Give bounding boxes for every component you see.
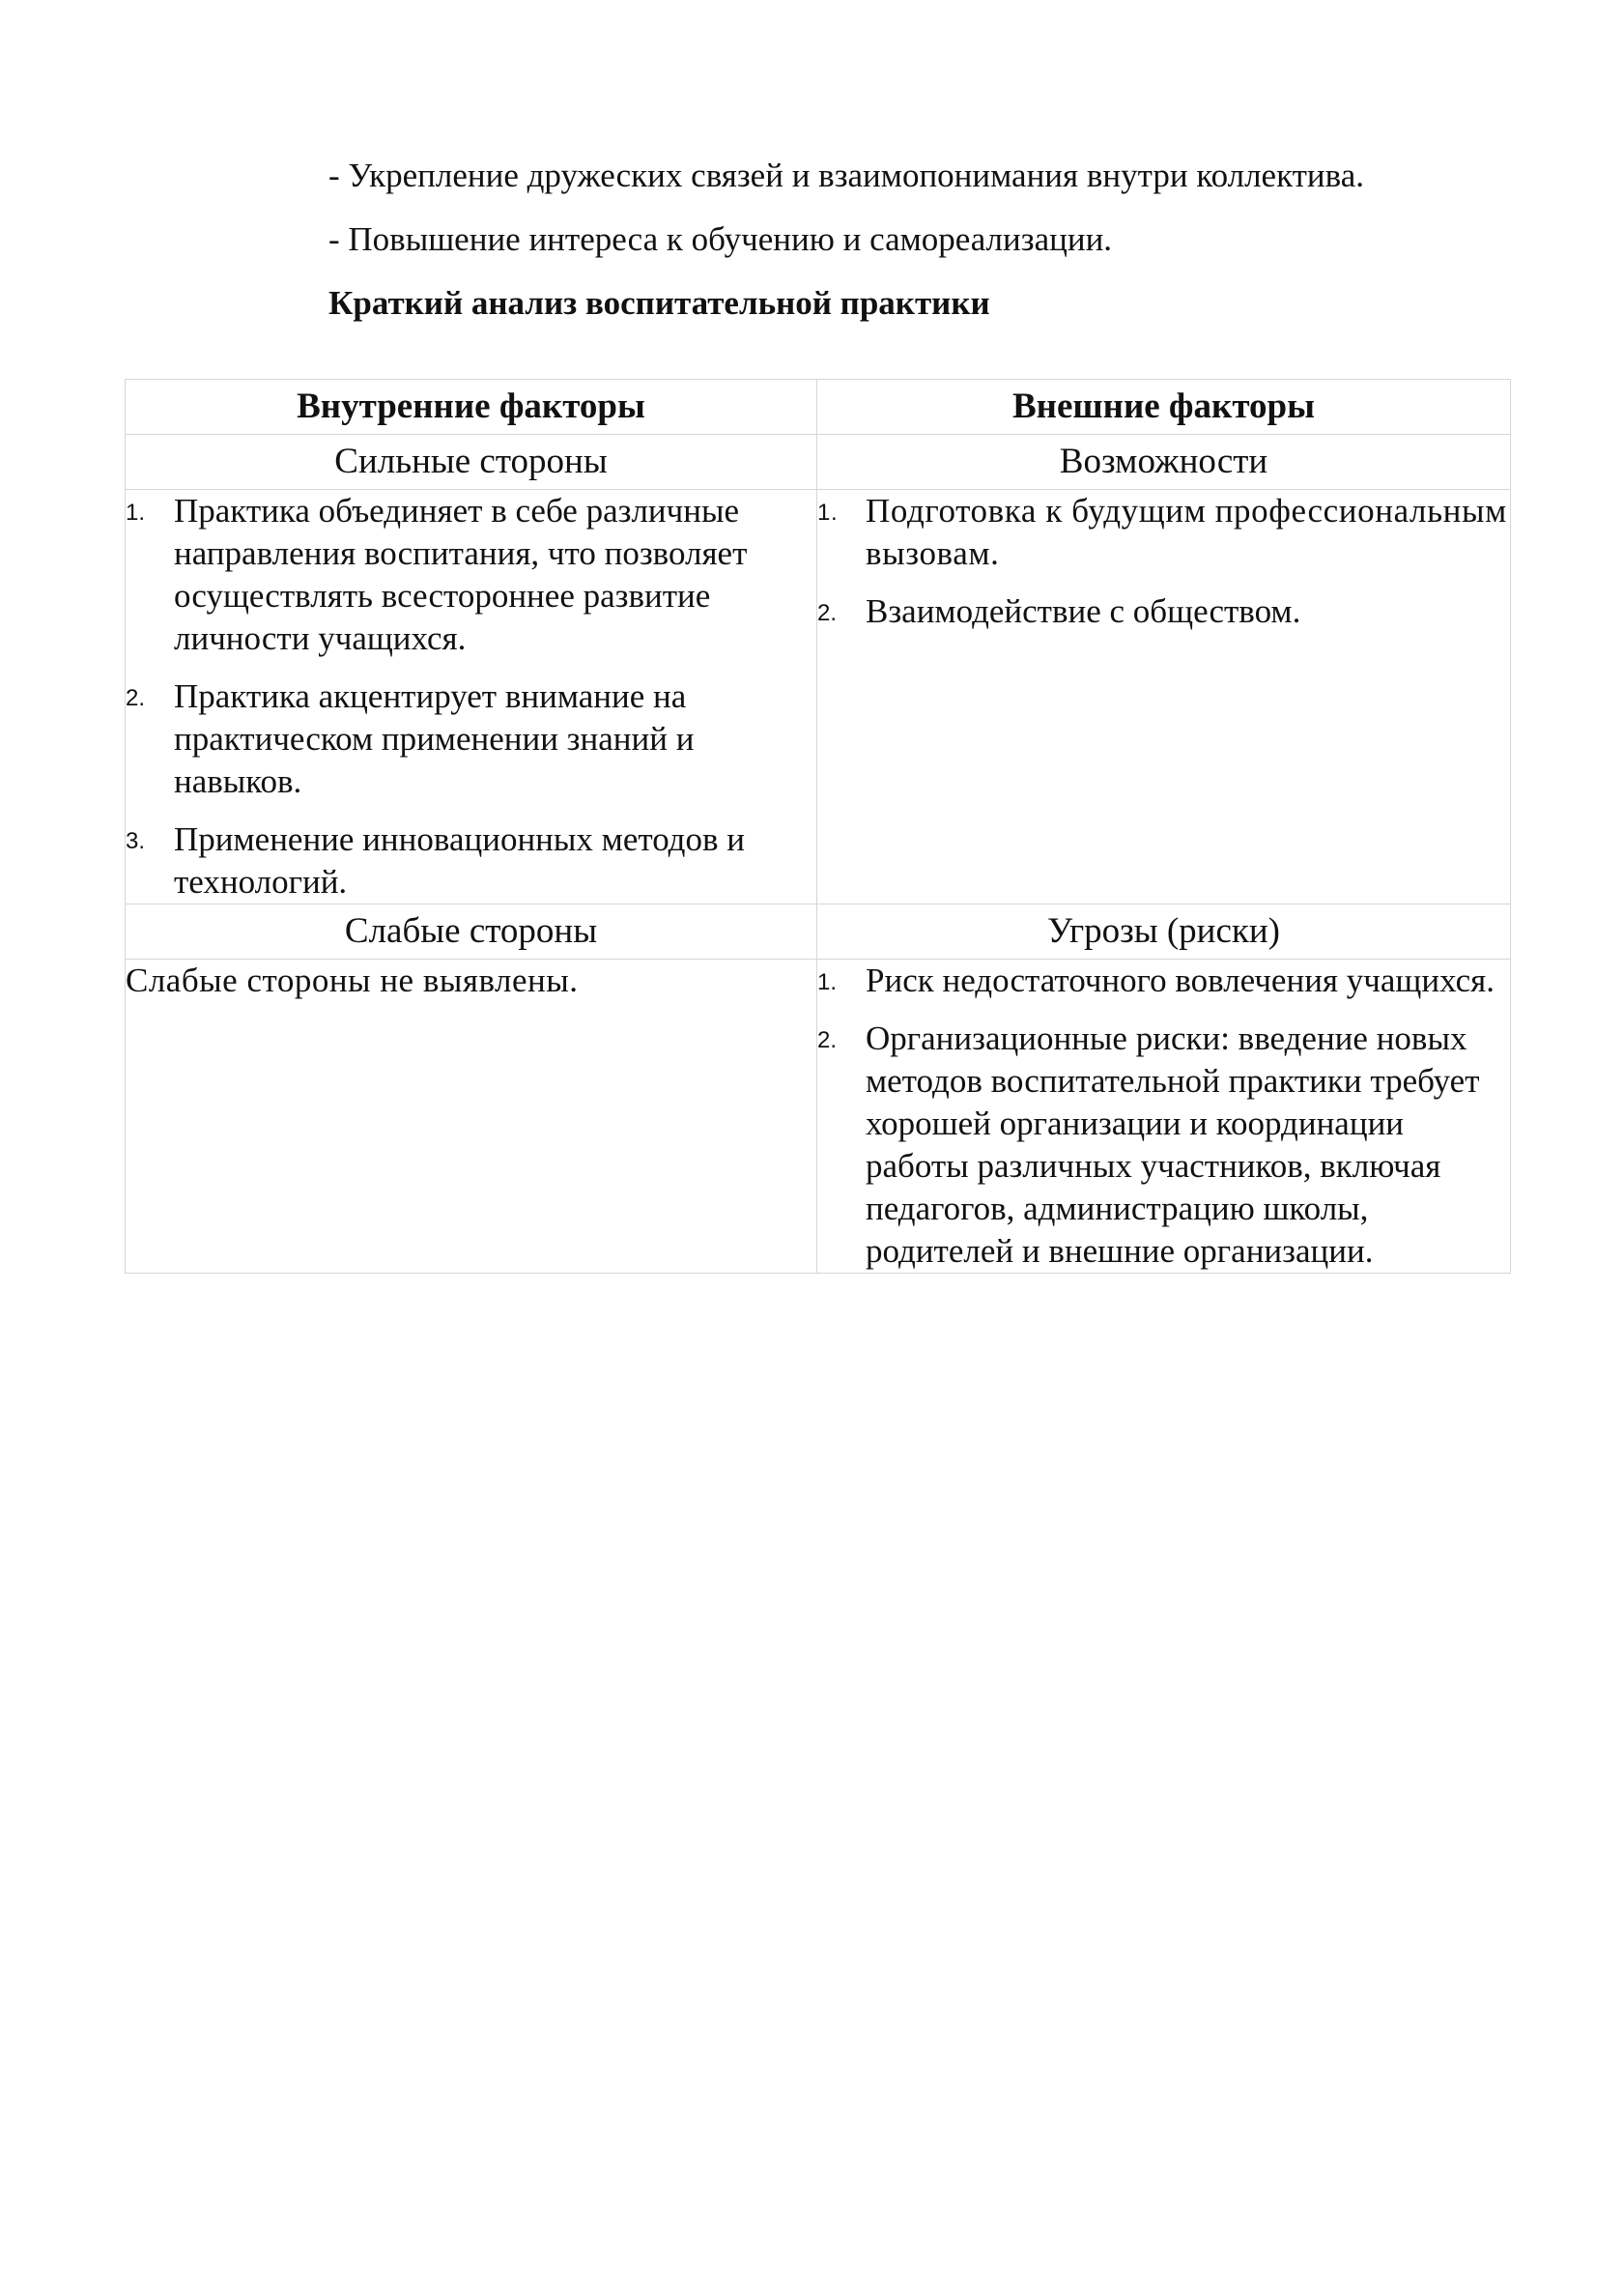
threats-cell [817,960,1511,1274]
list-item [817,960,1510,1002]
strengths-list [126,490,816,904]
weaknesses-text: Слабые стороны не выявлены. [126,961,579,999]
list-item-text: Организационные риски: введение новых методов воспитательной практики требует хорошей организации и координации работы различных участников, включая педагогов, администрацию школы, родителей и внешние организации. [866,1019,1480,1270]
list-item [126,675,816,803]
list-number: 1. [817,500,839,526]
list-item [126,818,816,904]
list-item-text: Практика объединяет в себе различные направления воспитания, что позволяет осуществлять всестороннее развитие личности учащихся. [174,492,748,657]
list-item-text: Риск недостаточного вовлечения учащихся. [866,961,1495,999]
list-item-text: Практика акцентирует внимание на практическом применении знаний и навыков. [174,677,695,800]
opportunities-list [817,490,1510,633]
list-number: 3. [126,828,146,854]
list-item-text: Применение инновационных методов и технологий. [174,820,746,901]
list-number: 2. [817,1027,838,1053]
header-internal-factors: Внутренние факторы [126,380,817,435]
table-header-row [126,380,1511,435]
opportunities-title: Возможности [817,435,1511,490]
list-item-text: Взаимодействие с обществом. [866,592,1301,630]
list-number: 1. [126,500,146,526]
list-number: 2. [126,685,146,711]
threats-list [817,960,1510,1273]
list-item [817,590,1510,633]
list-item [126,490,816,660]
table-body-row-1 [126,490,1511,904]
intro-line-friendship: - Укрепление дружеских связей и взаимопонимания внутри коллектива. [328,157,1364,194]
table-body-row-2 [126,960,1511,1274]
intro-line-interest: - Повышение интереса к обучению и самореализации. [328,220,1113,258]
list-item-text: Подготовка к будущим профессиональным вызовам. [866,492,1507,572]
opportunities-cell [817,490,1511,904]
list-item [817,490,1510,575]
header-external-factors: Внешние факторы [817,380,1511,435]
weaknesses-cell [126,960,817,1274]
table-subheader-row-1 [126,435,1511,490]
strengths-title: Сильные стороны [126,435,817,490]
list-item [817,1018,1510,1273]
swot-table [125,379,1511,1274]
list-number: 1. [817,969,838,995]
threats-title: Угрозы (риски) [817,904,1511,960]
list-number: 2. [817,600,838,626]
table-subheader-row-2 [126,904,1511,960]
strengths-cell [126,490,817,904]
weaknesses-title: Слабые стороны [126,904,817,960]
section-heading: Краткий анализ воспитательной практики [328,284,990,322]
intro-block [328,155,1526,325]
